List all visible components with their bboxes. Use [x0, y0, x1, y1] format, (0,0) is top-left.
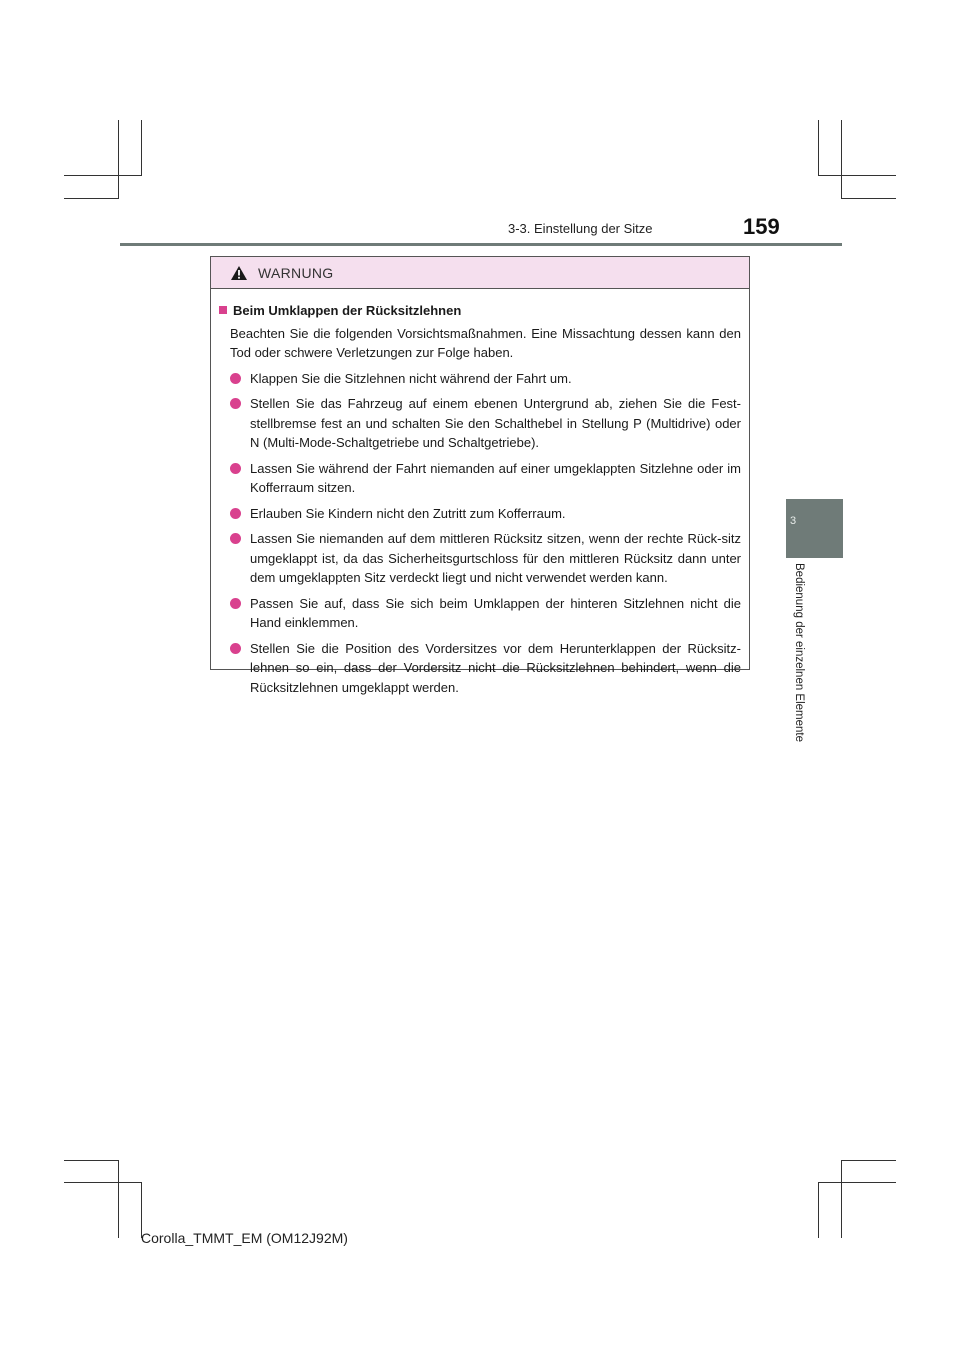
round-bullet-icon: [230, 373, 241, 384]
warning-list: [219, 369, 741, 698]
crop-mark: [141, 120, 142, 176]
warning-body: [211, 289, 749, 697]
crop-mark: [841, 1160, 896, 1161]
list-item: Klappen Sie die Sitzlehnen nicht während der Fahrt um.: [219, 369, 741, 389]
crop-mark: [841, 1160, 842, 1238]
list-item: Lassen Sie niemanden auf dem mittleren Rücksitz sitzen, wenn der rechte Rück-sitz umgeklappt ist, da das Sicherheitsgurtschloss für den mittleren Rücksitz dann unter dem umgeklappten Sitz verdeckt liegt und nicht verwendet werden kann.: [219, 529, 741, 588]
chapter-tab: [786, 499, 843, 558]
warning-triangle-icon: [230, 265, 248, 281]
round-bullet-icon: [230, 598, 241, 609]
warning-title: WARNUNG: [258, 264, 334, 281]
header-divider: [120, 243, 842, 246]
round-bullet-icon: [230, 463, 241, 474]
crop-mark: [118, 1160, 119, 1238]
square-bullet-icon: [219, 306, 227, 314]
document-id: Corolla_TMMT_EM (OM12J92M): [141, 1230, 348, 1246]
crop-mark: [64, 198, 119, 199]
list-item: Stellen Sie das Fahrzeug auf einem ebenen Untergrund ab, ziehen Sie die Fest-stellbremse fest an und schalten Sie den Schalthebel in Stellung P (Multidrive) oder N (Multi-Mode-Schaltgetriebe und Schaltgetriebe).: [219, 394, 741, 453]
crop-mark: [841, 198, 896, 199]
list-item: Erlauben Sie Kindern nicht den Zutritt zum Kofferraum.: [219, 504, 741, 524]
page-number: 159: [743, 214, 780, 239]
crop-mark: [818, 1182, 896, 1183]
list-item: Passen Sie auf, dass Sie sich beim Umklappen der hinteren Sitzlehnen nicht die Hand einklemmen.: [219, 594, 741, 633]
round-bullet-icon: [230, 398, 241, 409]
crop-mark: [64, 1160, 119, 1161]
crop-mark: [64, 1182, 142, 1183]
warning-heading-text: Beim Umklappen der Rücksitzlehnen: [233, 303, 462, 318]
round-bullet-icon: [230, 508, 241, 519]
warning-header: [211, 257, 749, 289]
round-bullet-icon: [230, 533, 241, 544]
list-item: Lassen Sie während der Fahrt niemanden auf einer umgeklappten Sitzlehne oder im Kofferraum sitzen.: [219, 459, 741, 498]
chapter-number: 3: [790, 515, 797, 527]
list-item: Stellen Sie die Position des Vordersitzes vor dem Herunterklappen der Rücksitz-lehnen so ein, dass der Vordersitz nicht die Rücksitzlehnen behindert, wenn die Rücksitzlehnen umgeklappt werden.: [219, 639, 741, 698]
section-title: 3-3. Einstellung der Sitze: [508, 221, 653, 236]
crop-mark: [118, 120, 119, 198]
crop-mark: [818, 175, 896, 176]
warning-box: [210, 256, 750, 695]
crop-mark: [818, 1182, 819, 1238]
crop-mark: [64, 175, 142, 176]
round-bullet-icon: [230, 643, 241, 654]
warning-intro: Beachten Sie die folgenden Vorsichtsmaßnahmen. Eine Missachtung dessen kann den Tod oder schwere Verletzungen zur Folge haben.: [230, 325, 741, 360]
crop-mark: [818, 120, 819, 176]
chapter-title: Bedienung der einzelnen Elemente: [793, 563, 805, 743]
crop-mark: [841, 120, 842, 198]
warning-heading: [219, 301, 741, 321]
